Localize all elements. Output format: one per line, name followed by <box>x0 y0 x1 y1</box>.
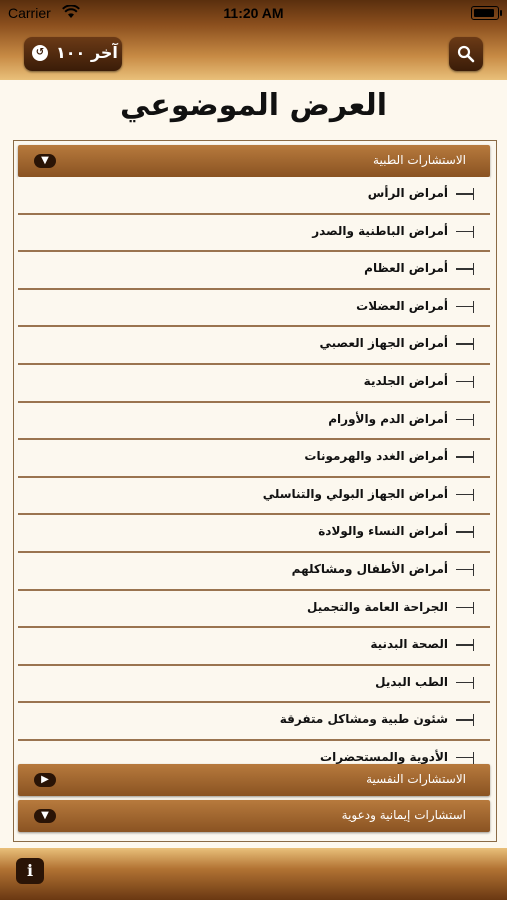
list-item[interactable] <box>18 703 490 741</box>
battery-icon <box>471 6 499 20</box>
branch-icon <box>456 644 474 646</box>
list-item[interactable] <box>18 327 490 365</box>
list-item-label: أمراض الجلدية <box>363 373 448 388</box>
branch-icon <box>456 193 474 195</box>
clock: 11:20 AM <box>223 5 284 21</box>
list-item[interactable] <box>18 591 490 629</box>
list-item[interactable] <box>18 177 490 215</box>
list-item-label: الطب البديل <box>375 674 448 689</box>
branch-icon <box>456 757 474 759</box>
search-button[interactable] <box>449 37 483 71</box>
list-item-label: شئون طبية ومشاكل متفرقة <box>279 712 448 727</box>
chevron-down-icon: ▼ <box>34 154 56 168</box>
branch-icon <box>456 268 474 270</box>
list-item-label: أمراض الغدد والهرمونات <box>304 449 448 464</box>
section-title: الاستشارات الطبية <box>373 153 466 167</box>
list-item-label: أمراض الرأس <box>367 186 448 200</box>
list-item-label: الصحة البدنية <box>370 637 448 652</box>
branch-icon <box>456 682 474 684</box>
list-item-label: أمراض الجهاز البولي والتناسلي <box>262 486 448 501</box>
search-icon <box>457 45 475 63</box>
branch-icon <box>456 231 474 233</box>
top-bar <box>0 0 507 80</box>
list-item[interactable] <box>18 403 490 441</box>
list-item[interactable] <box>18 252 490 290</box>
status-bar <box>0 0 507 28</box>
list-item-label: الجراحة العامة والتجميل <box>306 599 448 614</box>
list-item[interactable] <box>18 666 490 704</box>
branch-icon <box>456 343 474 345</box>
list-item-label: أمراض العظام <box>364 261 448 276</box>
chevron-right-icon: ▶ <box>34 773 56 787</box>
section-header-psychological[interactable] <box>18 764 490 796</box>
carrier-label: Carrier <box>8 5 51 21</box>
last-100-label: آخر ١٠٠ <box>56 43 118 62</box>
section-title: استشارات إيمانية ودعوية <box>341 808 466 822</box>
branch-icon <box>456 569 474 571</box>
list-item[interactable] <box>18 628 490 666</box>
info-icon: i <box>26 861 34 880</box>
branch-icon <box>456 419 474 421</box>
list-item-label: أمراض الدم والأورام <box>328 411 448 426</box>
section-title: الاستشارات النفسية <box>366 772 466 786</box>
branch-icon <box>456 306 474 308</box>
last-100-button[interactable] <box>24 37 122 71</box>
branch-icon <box>456 381 474 383</box>
list-item-label: أمراض الجهاز العصبي <box>319 336 448 351</box>
topics-list <box>13 140 497 842</box>
list-item-label: أمراض النساء والولادة <box>318 524 448 539</box>
list-item-label: أمراض الأطفال ومشاكلهم <box>291 561 448 576</box>
bottom-toolbar <box>0 848 507 900</box>
branch-icon <box>456 494 474 496</box>
list-item-label: أمراض العضلات <box>356 298 448 313</box>
page-title: العرض الموضوعي <box>119 88 388 123</box>
list-item[interactable] <box>18 553 490 591</box>
chevron-down-icon: ▼ <box>34 809 56 823</box>
info-button[interactable] <box>16 858 44 884</box>
list-item[interactable] <box>18 290 490 328</box>
list-item[interactable] <box>18 478 490 516</box>
branch-icon <box>456 531 474 533</box>
list-item[interactable] <box>18 440 490 478</box>
medical-items <box>18 177 490 779</box>
list-item[interactable] <box>18 515 490 553</box>
branch-icon <box>456 607 474 609</box>
history-icon: ↺ <box>32 45 48 61</box>
list-item[interactable] <box>18 365 490 403</box>
list-item[interactable] <box>18 215 490 253</box>
list-item-label: أمراض الباطنية والصدر <box>312 223 448 238</box>
branch-icon <box>456 719 474 721</box>
branch-icon <box>456 456 474 458</box>
section-header-medical[interactable] <box>18 145 490 177</box>
section-header-faith[interactable] <box>18 800 490 832</box>
list-item-label: الأدوية والمستحضرات <box>320 749 448 764</box>
